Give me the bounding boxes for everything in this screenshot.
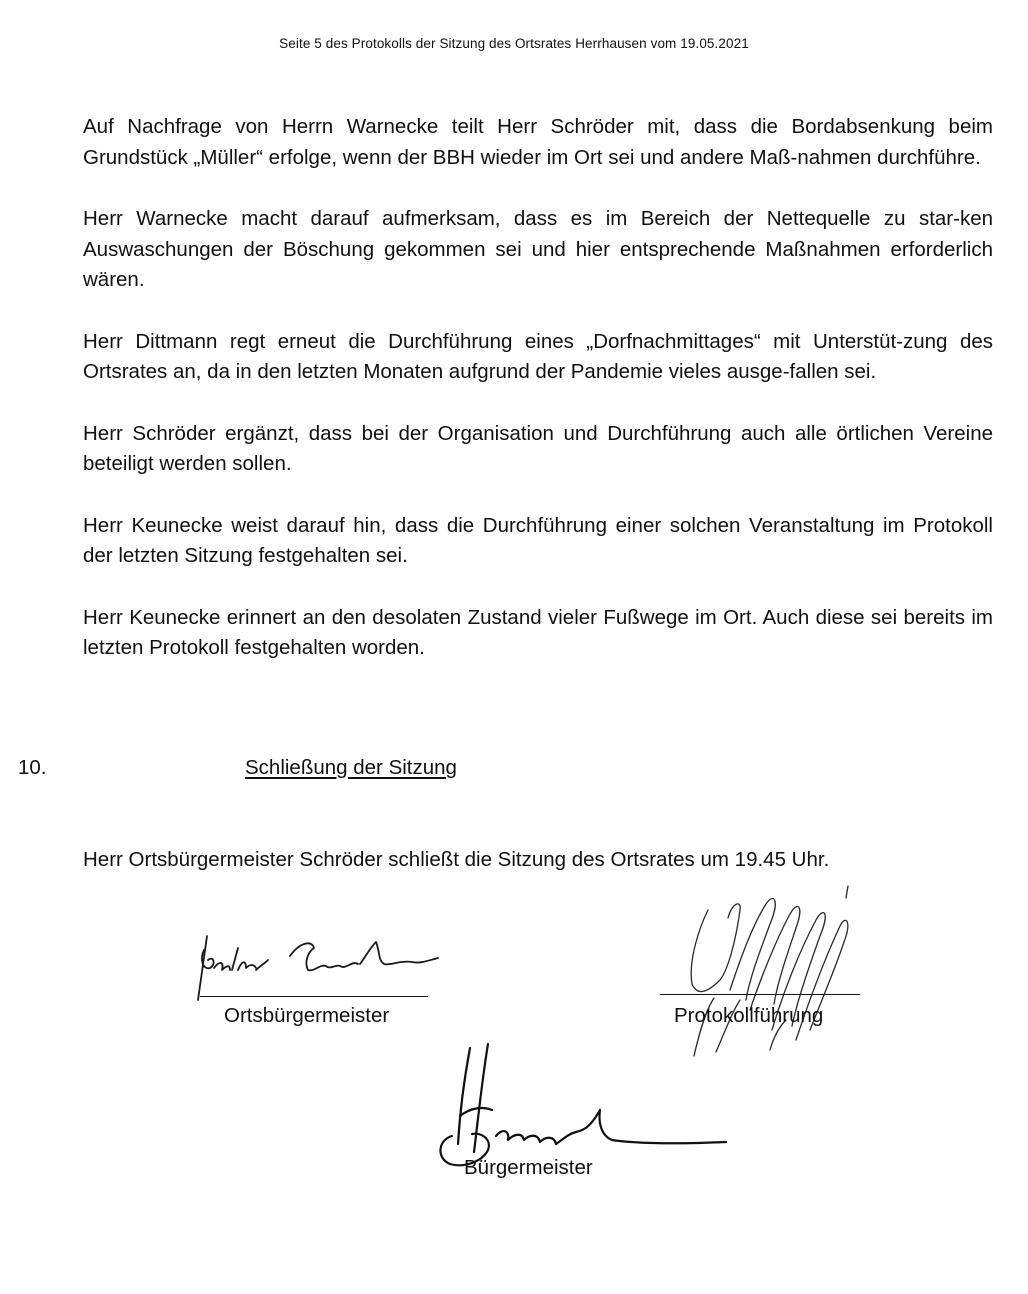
paragraph-fusswege: Herr Keunecke erinnert an den desolaten Zustand vieler Fußwege im Ort. Auch diese sei bereits im letzten Protokoll festgehalten worden.: [83, 605, 993, 659]
page-header: Seite 5 des Protokolls der Sitzung des Ortsrates Herrhausen vom 19.05.2021: [279, 36, 749, 51]
paragraph-vereine: Herr Schröder ergänzt, dass bei der Organisation und Durchführung auch alle örtlichen Vereine beteiligt werden sollen.: [83, 421, 993, 475]
closing-statement: Herr Ortsbürgermeister Schröder schließt die Sitzung des Ortsrates um 19.45 Uhr.: [83, 848, 830, 871]
signature-ortsbuergermeister-image: [180, 930, 450, 1005]
signature-label-buergermeister: Bürgermeister: [464, 1156, 593, 1179]
paragraph-nettequelle: Herr Warnecke macht darauf aufmerksam, dass es im Bereich der Nettequelle zu star-ken Auswaschungen der Böschung gekommen sei und hier entsprechende Maßnahmen erforderlich wären.: [83, 207, 993, 291]
paragraph-dorfnachmittag: Herr Dittmann regt erneut die Durchführung eines „Dorfnachmittages“ mit Unterstüt-zung des Ortsrates an, da in den letzten Monaten aufgrund der Pandemie vieles ausge-fallen sei.: [83, 329, 993, 383]
paragraph-protokoll-veranstaltung: Herr Keunecke weist darauf hin, dass die Durchführung einer solchen Veranstaltung im Protokoll der letzten Sitzung festgehalten sei.: [83, 513, 993, 567]
signature-label-ortsbuergermeister: Ortsbürgermeister: [224, 1004, 390, 1027]
agenda-item-number: 10.: [18, 756, 47, 779]
signature-label-protokollfuehrung: Protokollführung: [674, 1004, 824, 1027]
signature-line-ortsbuergermeister: [200, 996, 428, 997]
minutes-body: [83, 112, 993, 695]
paragraph-bordabsenkung: Auf Nachfrage von Herrn Warnecke teilt Herr Schröder mit, dass die Bordabsenkung beim Grundstück „Müller“ erfolge, wenn der BBH wieder im Ort sei und andere Maß-nahmen durchführe.: [83, 115, 993, 169]
signature-line-protokollfuehrung: [660, 994, 860, 995]
agenda-item-title: Schließung der Sitzung: [245, 756, 457, 779]
